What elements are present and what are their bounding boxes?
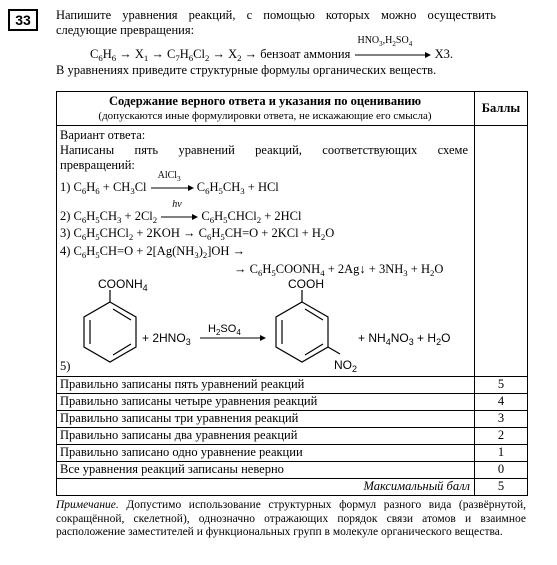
eq5-catalyst: $H_2SO_4$ — [208, 323, 241, 337]
transformation-scheme: $C_6H_6 \to X_1 \to C_7H_6Cl_2 \to X_2$ → бензоат аммония $HNO_3,H_2SO_4$ X3. — [90, 35, 454, 63]
equation-5-structures — [58, 276, 472, 374]
scheme-arrow-label: $HNO_3,H_2SO_4$ — [357, 35, 413, 48]
scheme-arrow — [353, 35, 431, 62]
arrow-right-icon — [150, 183, 194, 193]
max-score-value: 5 — [497, 479, 505, 493]
grading-row-text: Все уравнения реакций записаны неверно — [60, 462, 284, 476]
note-text: Допустимо использование структурных формул разного вида (развёрнутой, сокращённой, скелетной), однозначно отражающих порядок связи атомов и взаимное расположение заместителей и функциональных групп в молекуле органического вещества. — [56, 499, 527, 538]
answer-variant: Вариант ответа: — [60, 128, 146, 142]
note — [56, 499, 526, 540]
note-label: Примечание. — [56, 499, 119, 511]
eq5-reagent: + $2HNO_3$ — [142, 331, 191, 347]
table-header — [56, 91, 474, 125]
equation-1: 1) $C_6H_6 + CH_3Cl$ AlCl$_3$ $C_6H_5CH_3$ + HCl — [60, 170, 279, 196]
header-subtitle: (допускаются иные формулировки ответа, не искажающие его смысла) — [98, 110, 432, 122]
task-text-line1: Напишите уравнения реакций, с помощью которых можно осуществить следующие превращения: — [56, 8, 496, 37]
grading-row-text: Правильно записано одно уравнение реакции — [60, 445, 303, 459]
task-text — [56, 8, 496, 38]
answer-intro-1: Написаны пять уравнений реакций, соответствующих схеме — [60, 143, 468, 157]
benzene-ring-reactant — [84, 290, 136, 362]
equation-2: 2) $C_6H_5CH_3 + 2Cl_2$ hv $C_6H_5CHCl_2 + 2HCl$ — [60, 199, 302, 225]
scheme-end: X3. — [434, 47, 454, 61]
header-score: Баллы — [481, 100, 521, 115]
equation-4-products: → $C_6H_5COONH_4$ + 2Ag↓ + $3NH_3 + H_2O$ — [234, 262, 444, 278]
arrow-right-icon — [353, 50, 431, 60]
product-substituent: $NO_2$ — [334, 358, 358, 374]
eq5-products: + $NH_4NO_3 + H_2O$ — [358, 331, 451, 347]
equation-4: 4) $C_6H_5CH=O + 2[Ag(NH_3)_2]OH$ → — [60, 244, 246, 260]
header-title: Содержание верного ответа и указания по оцениванию — [108, 94, 422, 108]
grading-row-text: Правильно записаны пять уравнений реакций — [60, 377, 305, 391]
arrow-right-icon — [160, 212, 198, 222]
grading-row-score: 5 — [497, 377, 505, 391]
product-group: COOH — [288, 277, 324, 291]
grading-row-score: 1 — [497, 445, 505, 459]
task-number: 33 — [8, 9, 38, 31]
max-score-label: Максимальный балл — [363, 479, 470, 493]
grading-row-text: Правильно записаны два уравнения реакций — [60, 428, 298, 442]
grading-row-text: Правильно записаны три уравнения реакций — [60, 411, 299, 425]
grading-row-score: 3 — [497, 411, 505, 425]
arrow-right-icon — [260, 335, 266, 341]
answer-intro-2: превращений: — [60, 158, 135, 172]
grading-row-score: 4 — [497, 394, 505, 408]
task-text-line2: В уравнениях приведите структурные формулы органических веществ. — [56, 63, 437, 77]
eq5-number: 5) — [60, 359, 71, 373]
grading-row-score: 2 — [497, 428, 505, 442]
header-line — [56, 125, 528, 126]
eq2-condition: hv — [172, 199, 182, 210]
equation-3: 3) $C_6H_5CHCl_2 + 2KOH \to C_6H_5CH=O + 2KCl + H_2O$ — [60, 226, 335, 242]
reactant-group: $COONH_4$ — [98, 277, 148, 293]
grading-row-score: 0 — [497, 462, 505, 476]
grading-row-text: Правильно записаны четыре уравнения реакций — [60, 394, 318, 408]
eq1-catalyst: AlCl$_3$ — [157, 170, 181, 183]
benzene-ring-product — [276, 290, 340, 362]
